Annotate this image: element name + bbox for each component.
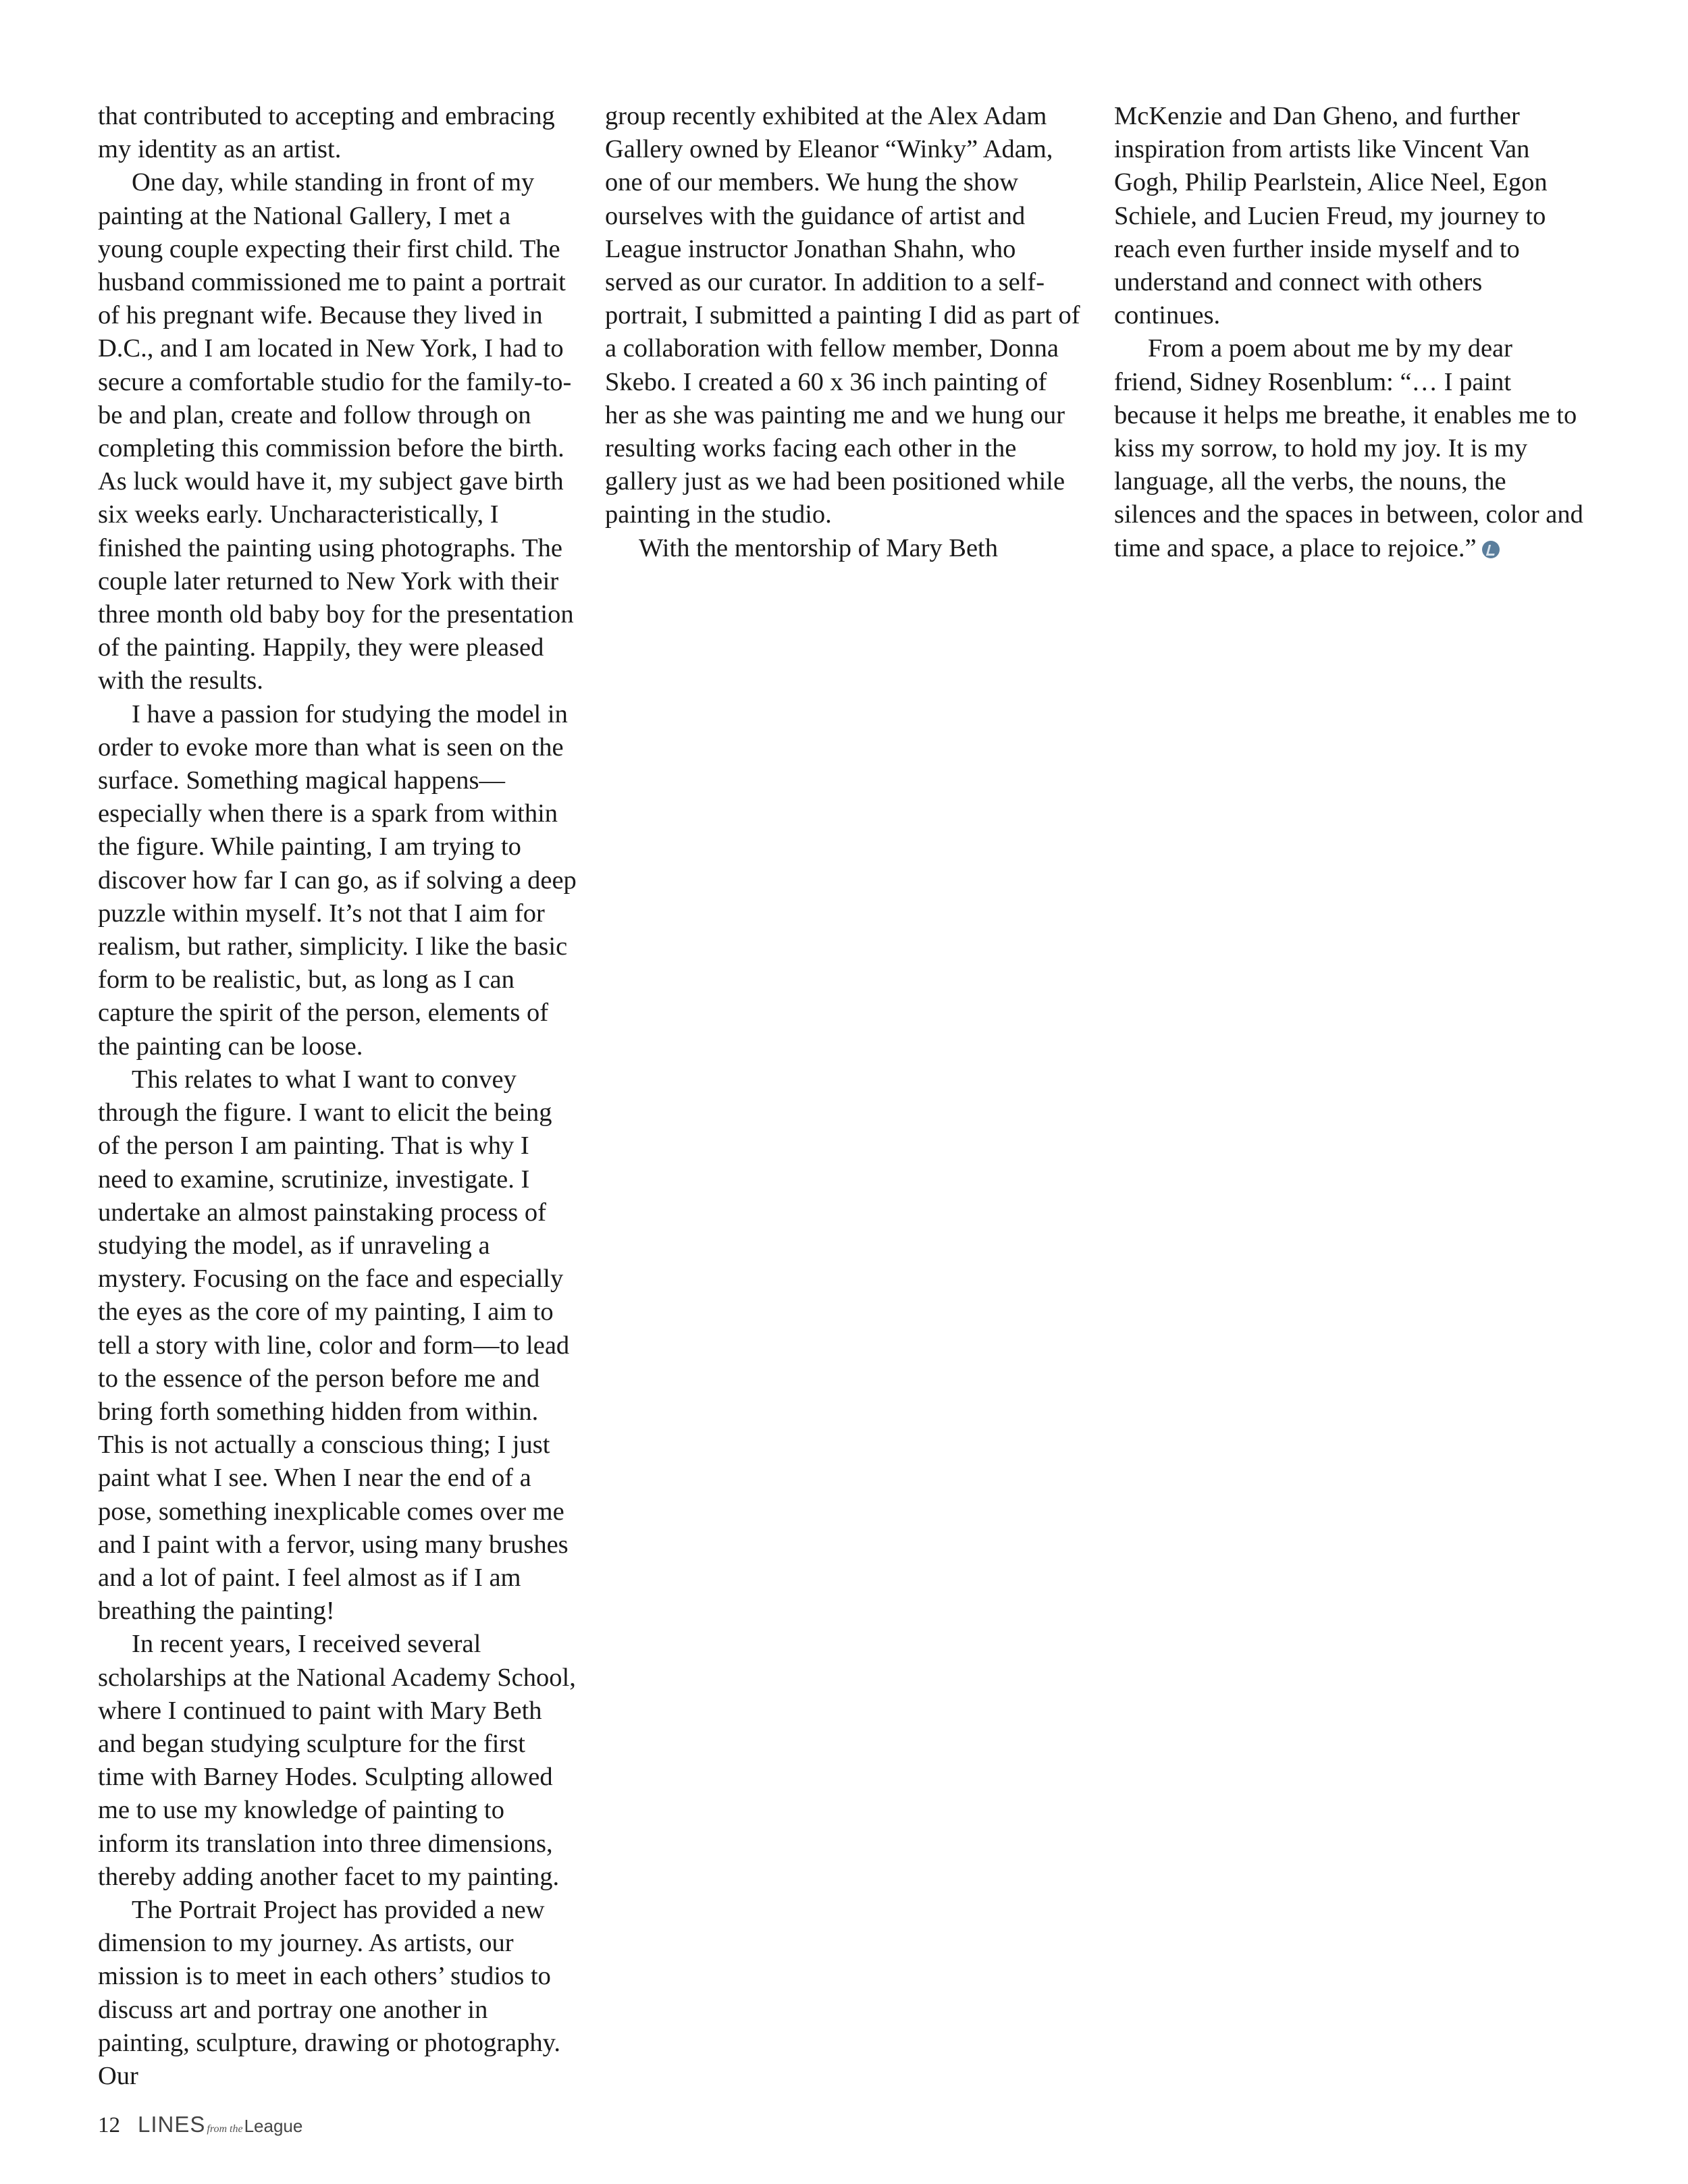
paragraph: I have a passion for studying the model in order to evoke more than what is seen on the surface. Something magical happens—especially when there is a spark from within the figure. While painting, I am trying to discover how far I can go, as if solving a deep puzzle within myself. It’s not that I aim for realism, but rather, simplicity. I like the basic form to be realistic, but, as long as I can capture the spirit of the person, elements of the painting can be loose. [98, 699, 577, 1061]
publication-name: LINES [138, 2112, 206, 2137]
text-column-3 [1114, 100, 1587, 565]
publication-name-league: League [244, 2116, 303, 2136]
paragraph: McKenzie and Dan Gheno, and further inspiration from artists like Vincent Van Gogh, Philip Pearlstein, Alice Neel, Egon Schiele, and Lucien Freud, my journey to reach even further inside myself and to understand and connect with others continues. [1114, 102, 1548, 330]
end-of-article-icon [1482, 541, 1500, 558]
paragraph: With the mentorship of Mary Beth [639, 533, 999, 562]
page-number: 12 [98, 2113, 120, 2137]
closing-paragraph-text: From a poem about me by my dear friend, Sidney Rosenblum: “… I paint because it helps me breathe, it enables me to kiss my sorrow, to hold my joy. It is my language, all the verbs, the nouns, the silences and the spaces in between, color and time and space, a place to rejoice.” [1114, 334, 1583, 562]
paragraph: group recently exhibited at the Alex Adam Gallery owned by Eleanor “Winky” Adam, one of our members. We hung the show ourselves with the guidance of artist and League instructor Jonathan Shahn, who served as our curator. In addition to a self-portrait, I submitted a painting I did as part of a collaboration with fellow member, Donna Skebo. I created a 60 x 36 inch painting of her as she was painting me and we hung our resulting works facing each other in the gallery just as we had been positioned while painting in the studio. [605, 102, 1080, 529]
paragraph: The Portrait Project has provided a new dimension to my journey. As artists, our mission is to meet in each others’ studios to discuss art and portray one another in painting, sculpture, drawing or photography. Our [98, 1895, 561, 2090]
paragraph: that contributed to accepting and embracing my identity as an artist. [98, 102, 555, 164]
paragraph: In recent years, I received several scholarships at the National Academy School, where I continued to paint with Mary Beth and began studying sculpture for the first time with Barney Hodes. Sculpting allowed me to use my knowledge of painting to inform its translation into three dimensions, thereby adding another facet to my painting. [98, 1630, 576, 1891]
closing-paragraph [1114, 332, 1587, 564]
paragraph: This relates to what I want to convey through the figure. I want to elicit the being of the person I am painting. That is why I need to examine, scrutinize, investigate. I undertake an almost painstaking process of studying the model, as if unraveling a mystery. Focusing on the face and especially the eyes as the core of my painting, I aim to tell a story with line, color and form—to lead to the essence of the person before me and bring forth something hidden from within. This is not actually a conscious thing; I just paint what I see. When I near the end of a pose, something inexplicable comes over me and I paint with a fervor, using many brushes and a lot of paint. I feel almost as if I am breathing the painting! [98, 1065, 570, 1626]
text-column-1 [98, 100, 577, 2093]
publication-name-connector: from the [207, 2123, 243, 2135]
page-footer [98, 2112, 302, 2146]
text-column-2 [605, 100, 1084, 565]
paragraph: One day, while standing in front of my painting at the National Gallery, I met a young couple expecting their first child. The husband commissioned me to paint a portrait of his pregnant wife. Because they lived in D.C., and I am located in New York, I had to secure a comfortable studio for the family-to-be and plan, create and follow through on completing this commission before the birth. As luck would have it, my subject gave birth six weeks early. Uncharacteristically, I finished the painting using photographs. The couple later returned to New York with their three month old baby boy for the presentation of the painting. Happily, they were pleased with the results. [98, 168, 574, 695]
